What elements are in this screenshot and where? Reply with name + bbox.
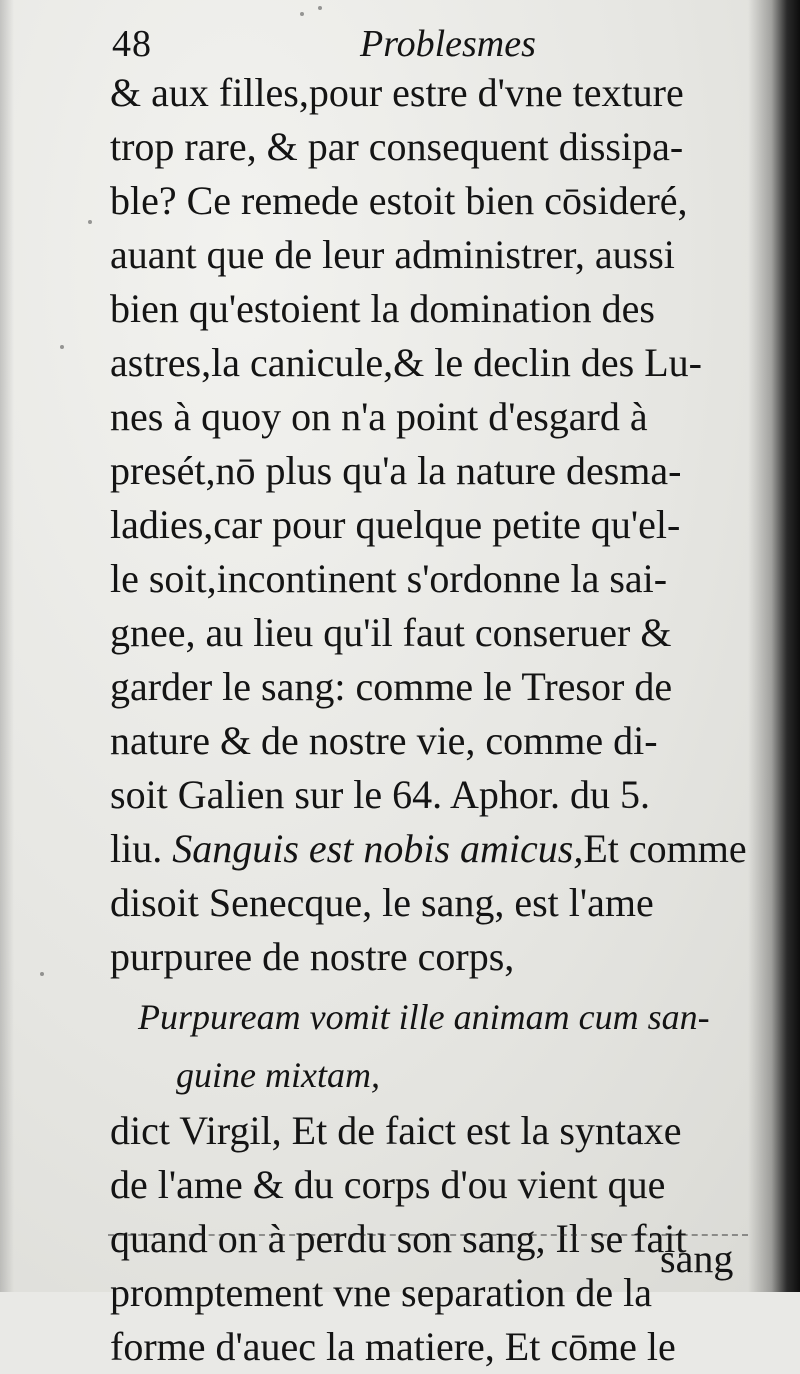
text-line: soit Galien sur le 64. Aphor. du 5. [110,772,650,817]
text-line: dict Virgil, Et de faict est la syntaxe [110,1108,682,1153]
text-line: & aux filles,pour estre d'vne texture [110,70,684,115]
paper-speck [40,972,44,976]
paper-speck [88,220,92,224]
paper-speck [300,12,304,16]
text-line: nes à quoy on n'a point d'esgard à [110,394,648,439]
paper-speck [60,345,64,349]
text-line: auant que de leur administrer, aussi [110,232,675,277]
text-line: forme d'auec la matiere, Et cōme le [110,1324,676,1369]
text-line: astres,la canicule,& le declin des Lu- [110,340,702,385]
text-line: de l'ame & du corps d'ou vient que [110,1162,666,1207]
text-line: ble? Ce remede estoit bien cōsideré, [110,178,688,223]
verse-line: guine mixtam, [176,1055,380,1095]
text-line: trop rare, & par consequent dissipa- [110,124,684,169]
text-roman-segment: liu. [110,826,173,871]
verse-line: Purpuream vomit ille animam cum san- [138,997,710,1037]
text-line: garder le sang: comme le Tresor de [110,664,673,709]
text-line: gnee, au lieu qu'il faut conseruer & [110,610,672,655]
body-text [110,66,760,1374]
text-line: quand on à perdu son sang, Il se fait [110,1216,687,1261]
running-title: Problesmes [360,23,536,65]
page-left-shadow [0,0,14,1292]
text-line: disoit Senecque, le sang, est l'ame [110,880,654,925]
text-line: bien qu'estoient la domination des [110,286,655,331]
text-line: promptement vne separation de la [110,1270,653,1315]
text-line: ladies,car pour quelque petite qu'el- [110,502,681,547]
text-line-mixed [110,822,760,876]
text-line: purpuree de nostre corps, [110,934,515,979]
paper-speck [318,6,322,10]
page-number: 48 [112,23,152,65]
text-line: presét,nō plus qu'a la nature desma- [110,448,682,493]
latin-quote: Sanguis est nobis amicus, [172,826,584,871]
text-line: le soit,incontinent s'ordonne la sai- [110,556,668,601]
text-line: nature & de nostre vie, comme di- [110,718,658,763]
bottom-rule [108,1234,748,1236]
catchword: sang [660,1236,734,1281]
text-roman-segment: Et comme [583,826,747,871]
page-header [112,14,712,70]
